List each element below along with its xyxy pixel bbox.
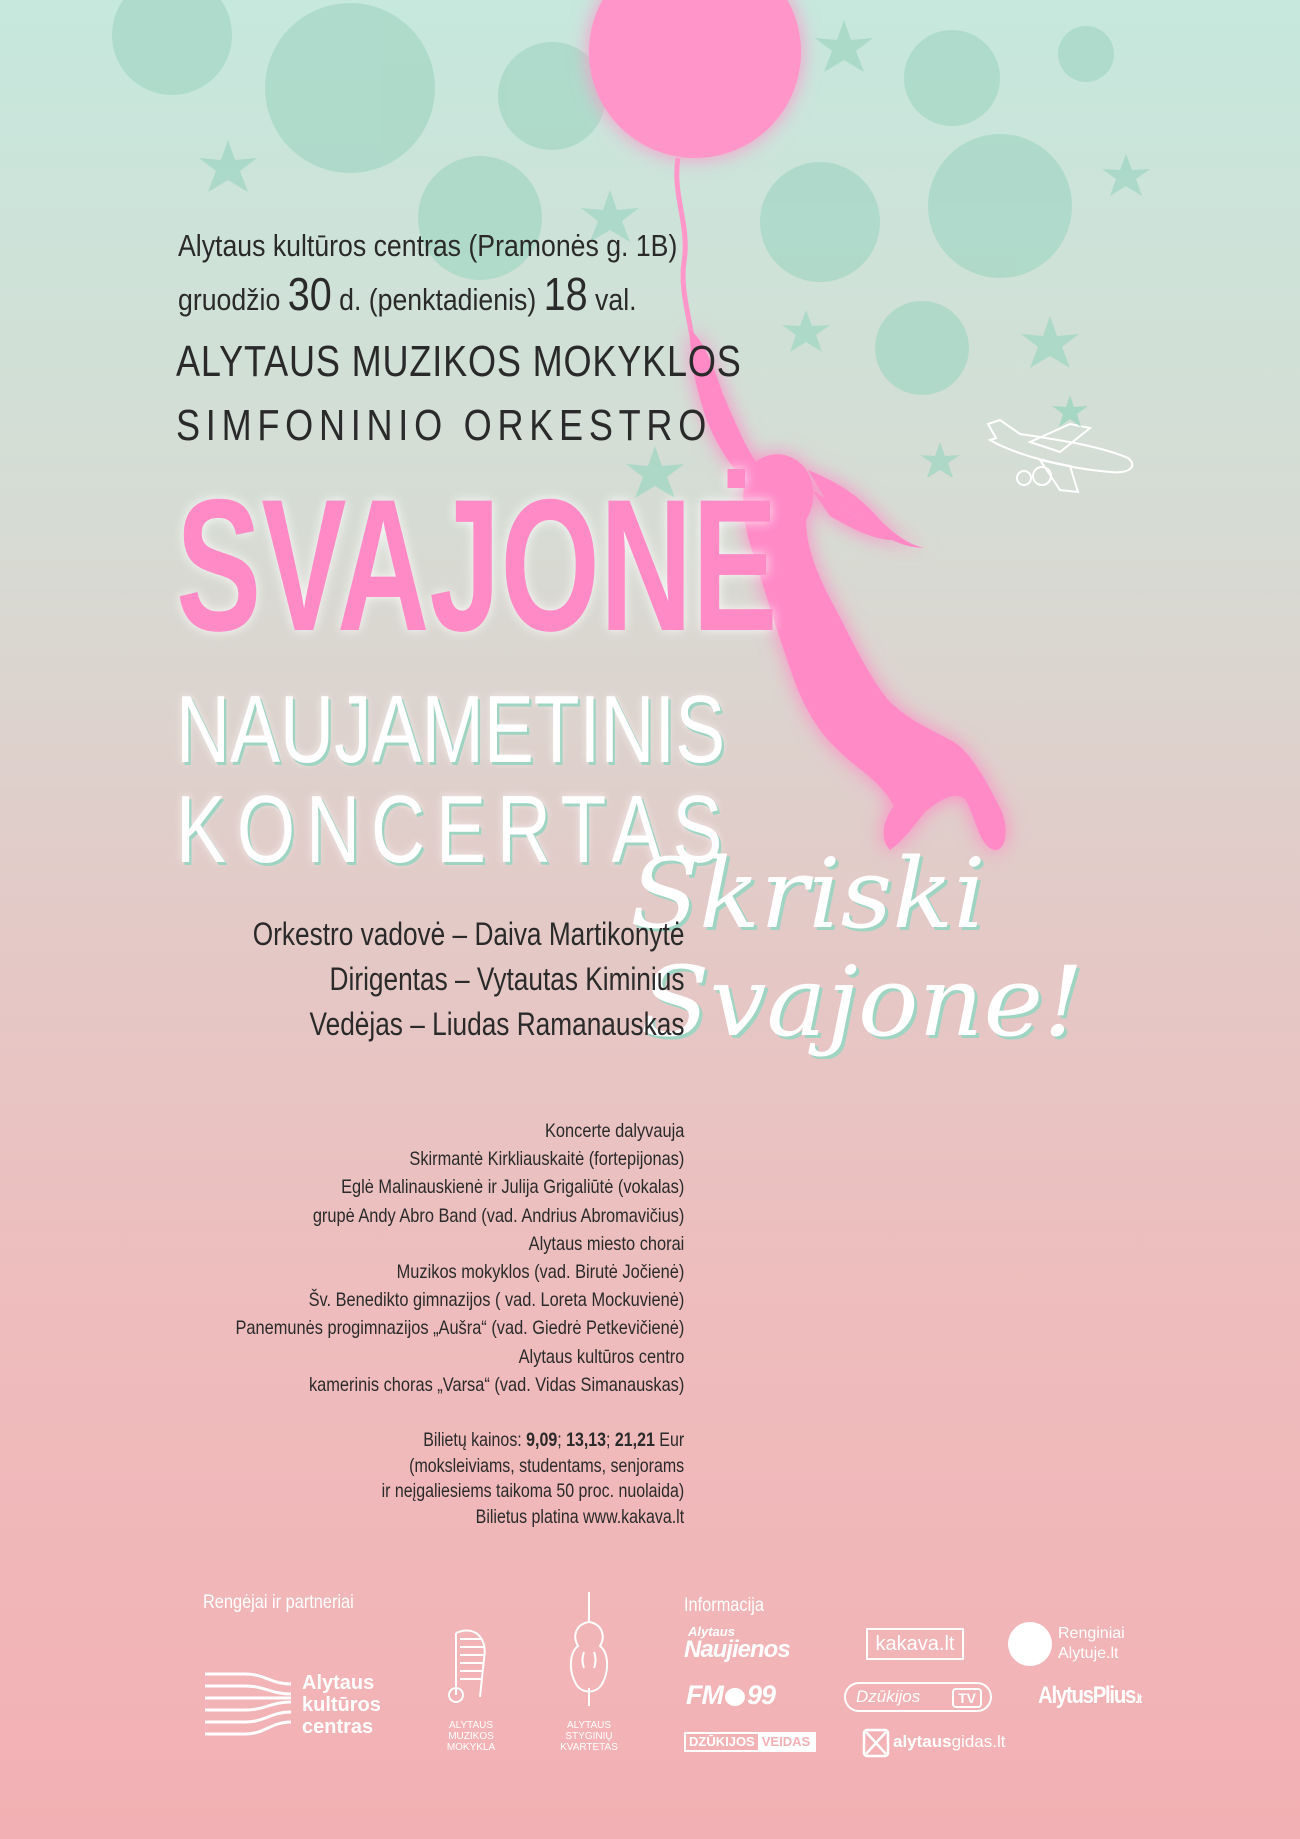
participant-line: Muzikos mokyklos (vad. Birutė Jočienė) bbox=[396, 1261, 684, 1284]
naujienos-big-text: Naujienos bbox=[684, 1636, 790, 1663]
dzukijos-veidas-part-2: VEIDAS bbox=[758, 1734, 814, 1750]
date-weekday: d. (penktadienis) bbox=[339, 282, 537, 317]
alytaus-naujienos-logo bbox=[684, 1626, 790, 1662]
quartet-logo-icon bbox=[564, 1592, 614, 1710]
venue-address: Alytaus kultūros centras (Pramonės g. 1B) bbox=[178, 228, 678, 263]
airplane-icon bbox=[988, 420, 1132, 492]
star-icon bbox=[1102, 154, 1150, 196]
bubble bbox=[760, 162, 880, 282]
fm99-logo bbox=[686, 1680, 775, 1710]
info-label: Informacija bbox=[684, 1595, 764, 1616]
slogan-line-2: Svajone! bbox=[640, 946, 1084, 1058]
dzukijos-tv-logo bbox=[844, 1682, 992, 1712]
bubble bbox=[904, 30, 1000, 126]
music-school-logo-text bbox=[436, 1720, 506, 1753]
organizer-line-2: SIMFONINIO ORKESTRO bbox=[176, 401, 713, 450]
ticket-label: Bilietų kainos: bbox=[423, 1430, 522, 1451]
subtitle-line-2: KONCERTAS bbox=[176, 776, 734, 883]
organizer-line-1: ALYTAUS MUZIKOS MOKYKLOS bbox=[176, 337, 742, 386]
credit-line: Orkestro vadovė – Daiva Martikonytė bbox=[252, 916, 684, 952]
alytausgidas-logo-icon bbox=[862, 1728, 890, 1758]
slogan bbox=[630, 840, 1084, 1056]
kc-logo-line: kultūros bbox=[302, 1694, 381, 1716]
music-school-logo-icon bbox=[444, 1625, 490, 1707]
fm-circle-icon bbox=[725, 1688, 745, 1706]
school-logo-line: MOKYKLA bbox=[446, 1742, 496, 1753]
star-icon bbox=[199, 140, 257, 192]
renginiai-logo-text bbox=[1058, 1624, 1125, 1664]
participant-line: Skirmantė Kirkliauskaitė (fortepijonas) bbox=[409, 1148, 684, 1171]
event-date bbox=[178, 270, 677, 324]
bubble bbox=[112, 0, 232, 95]
kc-logo-mark bbox=[205, 1668, 295, 1738]
quartet-logo-line: ALYTAUS bbox=[566, 1720, 612, 1731]
price-3: 21,21 bbox=[614, 1430, 655, 1451]
star-icon bbox=[1021, 316, 1079, 368]
date-month: gruodžio bbox=[178, 282, 281, 317]
kakava-logo bbox=[866, 1628, 964, 1660]
credits bbox=[252, 912, 684, 1047]
partners-label: Rengėjai ir partneriai bbox=[203, 1592, 354, 1613]
participant-line: Alytaus miesto chorai bbox=[528, 1232, 684, 1255]
participant-line: Panemunės progimnazijos „Aušra“ (vad. Giedrė Petkevičienė) bbox=[235, 1317, 684, 1340]
alytus-plius-logo bbox=[1038, 1682, 1141, 1713]
star-icon bbox=[920, 442, 960, 478]
kc-logo-line: Alytaus bbox=[302, 1672, 375, 1694]
alytausgidas-part-2: gidas.lt bbox=[951, 1732, 1006, 1751]
fm-text: FM bbox=[686, 1680, 723, 1710]
school-logo-line: MUZIKOS bbox=[448, 1731, 494, 1742]
dzukijos-tv-text: Dzūkijos bbox=[856, 1687, 921, 1706]
ticket-note-1: (moksleiviams, studentams, senjorams bbox=[409, 1455, 684, 1477]
dzukijos-veidas-logo bbox=[684, 1732, 816, 1752]
balloon bbox=[589, 0, 801, 158]
kakava-logo-text: kakava.lt bbox=[875, 1633, 955, 1655]
balloon-string bbox=[677, 158, 694, 350]
dzukijos-veidas-part-1: DZŪKIJOS bbox=[689, 1734, 755, 1749]
participant-line: Alytaus kultūros centro bbox=[518, 1345, 684, 1368]
renginiai-line: Renginiai bbox=[1058, 1625, 1125, 1642]
quartet-logo-line: KVARTETAS bbox=[560, 1742, 618, 1753]
quartet-logo-text bbox=[554, 1720, 624, 1753]
venue-info bbox=[178, 222, 677, 324]
kc-logo-line: centras bbox=[302, 1716, 374, 1738]
ticket-prices: Bilietų kainos: 9,09; 13,13; 21,21 Eur bbox=[423, 1430, 684, 1451]
participant-line: kamerinis choras „Varsa“ (vad. Vidas Simanauskas) bbox=[308, 1373, 684, 1396]
quartet-logo-line: STYGINIŲ bbox=[565, 1731, 613, 1742]
renginiai-line: Alytuje.lt bbox=[1058, 1645, 1119, 1662]
bubble bbox=[265, 3, 435, 173]
kc-logo-text bbox=[302, 1672, 381, 1738]
fm-number: 99 bbox=[746, 1680, 776, 1710]
school-logo-line: ALYTAUS bbox=[448, 1720, 494, 1731]
star-icon bbox=[782, 310, 830, 352]
star-icon bbox=[1052, 395, 1088, 427]
ticket-info bbox=[381, 1428, 684, 1530]
bubble bbox=[1058, 26, 1114, 82]
participant-line: grupė Andy Abro Band (vad. Andrius Abromavičius) bbox=[312, 1204, 684, 1227]
bubble bbox=[928, 134, 1072, 278]
subtitle-line-1: NAUJAMETINIS bbox=[176, 676, 726, 783]
naujienos-small-text: Alytaus bbox=[688, 1624, 735, 1639]
bubble bbox=[875, 301, 969, 395]
renginiai-logo-icon bbox=[1008, 1622, 1052, 1666]
participant-line: Koncerte dalyvauja bbox=[544, 1120, 684, 1142]
participant-line: Eglė Malinauskienė ir Julija Grigaliūtė (vokalas) bbox=[340, 1176, 684, 1199]
alytus-plius-domain: .lt bbox=[1135, 1691, 1142, 1706]
main-title: SVAJONĖ bbox=[176, 460, 778, 670]
price-1: 9,09 bbox=[526, 1430, 558, 1451]
event-hour: 18 bbox=[543, 268, 588, 320]
hour-suffix: val. bbox=[595, 282, 637, 317]
ticket-sales: Bilietus platina www.kakava.lt bbox=[475, 1506, 684, 1528]
tv-badge: TV bbox=[952, 1688, 982, 1708]
slogan-line-1: Skriski bbox=[630, 838, 986, 950]
currency: Eur bbox=[659, 1430, 684, 1451]
organizer-heading bbox=[176, 330, 742, 458]
date-day: 30 bbox=[287, 268, 332, 320]
alytus-plius-text: AlytusPlius bbox=[1038, 1682, 1136, 1709]
price-2: 13,13 bbox=[565, 1430, 606, 1451]
credit-line: Dirigentas – Vytautas Kiminius bbox=[329, 961, 684, 997]
ticket-note-2: ir neįgaliesiems taikoma 50 proc. nuolaida) bbox=[381, 1481, 684, 1502]
alytausgidas-part-1: alytaus bbox=[893, 1732, 952, 1751]
credit-line: Vedėjas – Liudas Ramanauskas bbox=[309, 1006, 684, 1042]
participant-line: Šv. Benedikto gimnazijos ( vad. Loreta Mockuvienė) bbox=[308, 1289, 684, 1312]
star-icon bbox=[815, 20, 873, 72]
participants-list bbox=[235, 1117, 684, 1399]
alytausgidas-logo-text bbox=[893, 1732, 1005, 1752]
